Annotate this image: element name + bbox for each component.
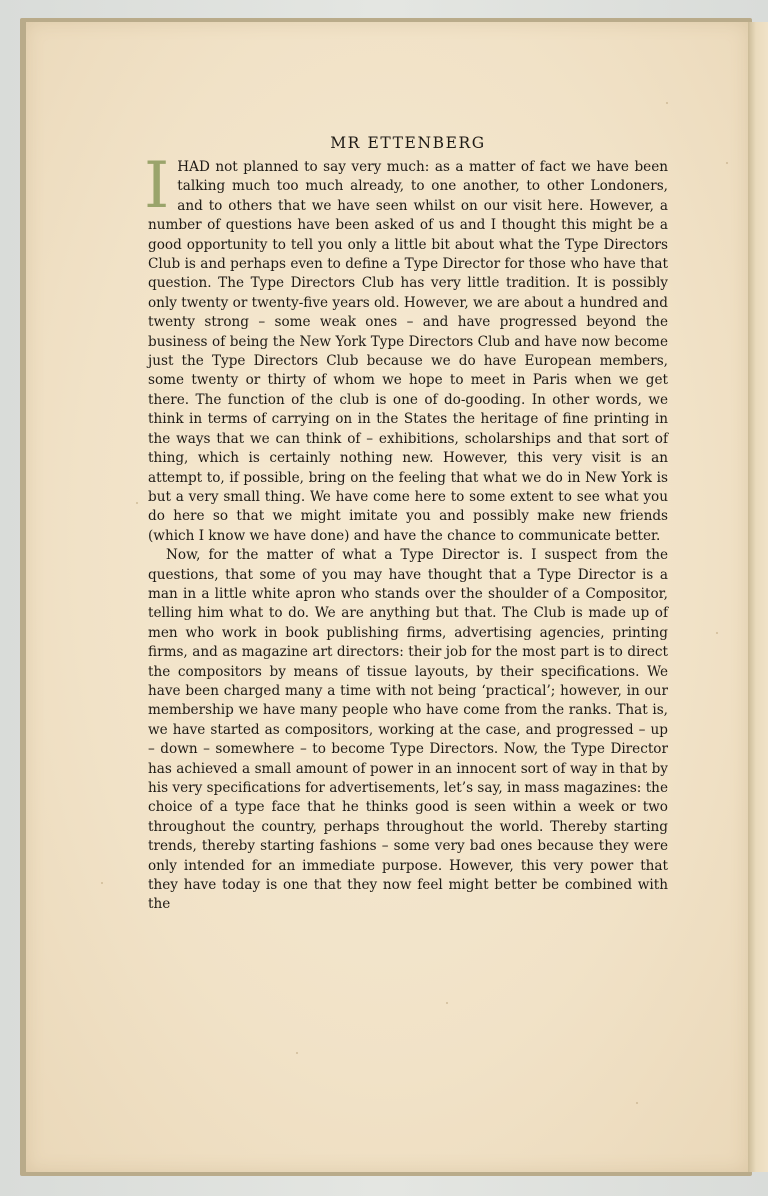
- paper-speck: [101, 882, 103, 884]
- drop-cap: I: [144, 149, 170, 223]
- paragraph-1-text: HAD not planned to say very much: as a matter of fact we have been talking much too much already, to one another, to other Londoners, and to others that we have seen whilst on our visit here. However, a number of questions have been asked of us and I thought this might be a good opportunity to tell you only a little bit about what the Type Directors Club is and perhaps even to define a Type Director for those who have that question. The Type Directors Club has very little tradition. It is possibly only twenty or twenty-five years old. However, we are about a hundred and twenty strong – some weak ones – and have progressed beyond the business of being the New York Type Directors Club and have now become just the Type Directors Club because we do have European members, some twenty or thirty of whom we hope to meet in Paris when we get there. The function of the club is one of do-gooding. In other words, we think in terms of carrying on in the States the heritage of fine printing in the ways that we can think of – exhibitions, scholarships and that sort of thing, which is certainly nothing new. However, this very visit is an attempt to, if possible, bring on the feeling that what we do in New York is but a very small thing. We have come here to some extent to see what you do here so that we might imitate you and possibly make new friends (which I know we have done) and have the chance to communicate better.: [148, 159, 669, 544]
- paper-speck: [296, 1052, 298, 1054]
- section-heading: MR ETTENBERG: [330, 134, 486, 152]
- paper-speck: [716, 632, 718, 634]
- paragraph-2: Now, for the matter of what a Type Director is. I suspect from the questions, that some of you may have thought that a Type Director is a man in a little white apron who stands over the shoulder of a Compositor, telling him what to do. We are anything but that. The Club is made up of men who work in book publishing firms, advertising agencies, printing firms, and as magazine art directors: their job for the most part is to direct the compositors by means of tissue layouts, by their specifications. We have been charged many a time with not being ‘practical’; however, in our membership we have many people who have come from the ranks. That is, we have started as compositors, working at the case, and progressed – up – down – somewhere – to become Type Directors. Now, the Type Director has achieved a small amount of power in an innocent sort of way in that by his very specifications for advertisements, let’s say, in mass magazines: the choice of a type face that he thinks good is seen within a week or two throughout the country, perhaps throughout the world. Thereby starting trends, thereby starting fashions – some very bad ones because they were only intended for an immediate purpose. However, this very power that they have today is one that they now feel might better be combined with the: [148, 547, 668, 913]
- paragraph-1: [144, 149, 669, 546]
- paper-speck: [636, 1102, 638, 1104]
- next-page-edge: [748, 22, 768, 1172]
- text-block: [144, 132, 669, 915]
- paper-speck: [726, 162, 728, 164]
- paper-speck: [666, 102, 668, 104]
- paper-speck: [136, 502, 138, 504]
- paper-speck: [446, 1002, 448, 1004]
